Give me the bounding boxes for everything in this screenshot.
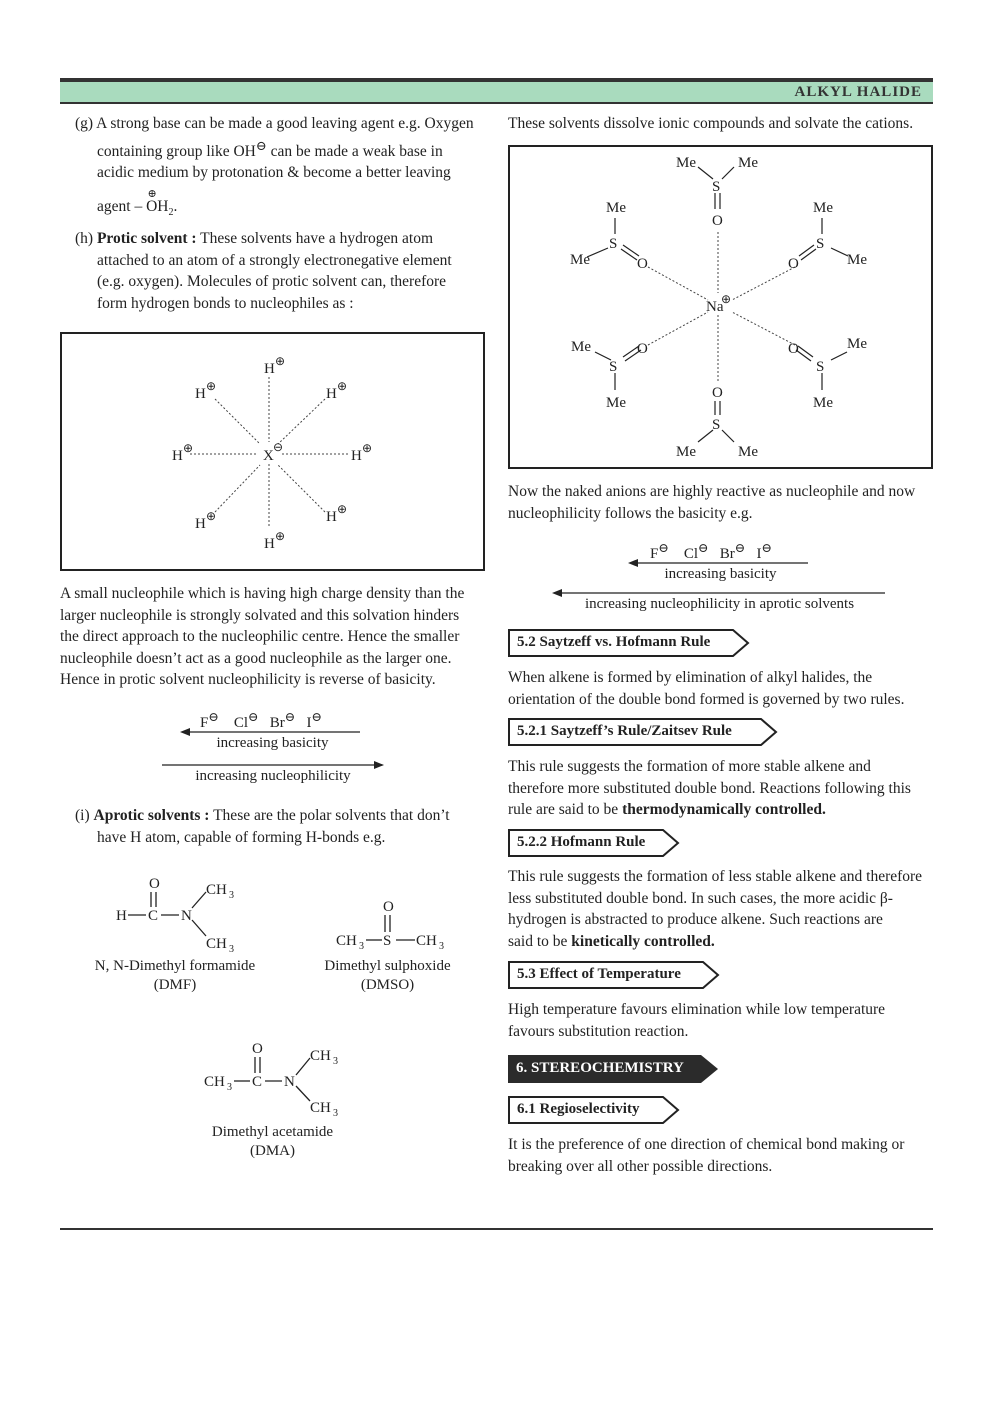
svg-text:C: C — [252, 1074, 263, 1090]
section-5-3-heading: 5.3 Effect of Temperature — [508, 961, 720, 989]
h-atom: H — [326, 509, 337, 525]
svg-text:⊕: ⊕ — [206, 509, 217, 523]
section-5-2-1-heading: 5.2.1 Saytzeff’s Rule/Zaitsev Rule — [508, 718, 778, 746]
section-5-2-2-text: This rule suggests the formation of less stable alkene and therefore less substituted double bond. In such cases, the more acidic β- hydrogen is abstracted to produce alkene. Such reactions are said to be kinetically controlled. — [508, 868, 923, 950]
agent-line: agent ⊕ – $OH_2$. — [97, 188, 178, 219]
section-5-2-2-heading: 5.2.2 Hofmann Rule — [508, 829, 680, 857]
section-5-2-text: When alkene is formed by elimination of alkyl halides, the orientation of the double bond formed is governed by two rules. — [508, 669, 905, 708]
naked-anion-paragraph: Now the naked anions are highly reactive as nucleophile and now nucleophilicity follows the basicity e.g. — [508, 483, 916, 522]
basicity-label-2: increasing basicity — [664, 566, 777, 582]
svg-text:Me: Me — [606, 395, 626, 411]
sodium-ion: Na — [706, 299, 724, 315]
svg-text:Me: Me — [676, 444, 696, 460]
footer-rule — [60, 1228, 933, 1230]
svg-text:Me: Me — [571, 339, 591, 355]
svg-text:CH: CH — [336, 933, 357, 949]
dmf-label: N, N-Dimethyl formamide (DMF) — [94, 958, 256, 993]
h-atom: H — [195, 516, 206, 532]
protic-solvation-diagram — [60, 332, 485, 571]
svg-text:3: 3 — [333, 1056, 338, 1067]
dma-label: Dimethyl acetamide (DMA) — [211, 1124, 334, 1159]
nucleophilicity-label-2: increasing nucleophilicity in aprotic solvents — [584, 596, 855, 612]
svg-text:⊕: ⊕ — [337, 502, 348, 516]
svg-text:N: N — [181, 908, 192, 924]
nucleophilicity-label: increasing nucleophilicity — [195, 768, 351, 784]
svg-text:⊕: ⊕ — [275, 529, 286, 543]
dmso-label: Dimethyl sulphoxide (DMSO) — [324, 958, 451, 993]
chapter-title: ALKYL HALIDE — [794, 84, 922, 100]
section-6-1-heading: 6.1 Regioselectivity — [508, 1096, 680, 1124]
svg-text:Me: Me — [738, 444, 758, 460]
h-atom: H — [351, 448, 362, 464]
svg-text:CH: CH — [206, 936, 227, 952]
svg-text:⊕: ⊕ — [721, 292, 732, 306]
svg-text:O: O — [252, 1041, 263, 1057]
svg-text:Me: Me — [676, 155, 696, 171]
svg-text:3: 3 — [333, 1108, 338, 1119]
svg-text:3: 3 — [229, 890, 234, 901]
h-atom: H — [264, 361, 275, 377]
center-charge: ⊖ — [273, 440, 284, 454]
h-atom: H — [264, 536, 275, 552]
svg-text:O: O — [788, 341, 799, 357]
svg-text:Me: Me — [738, 155, 758, 171]
center-atom: X — [263, 448, 274, 464]
svg-text:Me: Me — [606, 200, 626, 216]
svg-text:O: O — [149, 876, 160, 892]
svg-text:S: S — [383, 933, 392, 949]
basicity-label: increasing basicity — [216, 735, 329, 751]
h-atom: H — [172, 448, 183, 464]
svg-text:⊕: ⊕ — [206, 379, 217, 393]
svg-text:S: S — [609, 236, 618, 252]
svg-text:O: O — [712, 213, 723, 229]
halide-series-protic: F⊖ Cl⊖ Br⊖ I⊖ — [200, 710, 322, 731]
cation-solvation-diagram — [508, 145, 933, 469]
svg-text:Me: Me — [847, 252, 867, 268]
svg-text:Me: Me — [570, 252, 590, 268]
svg-text:⊕: ⊕ — [337, 379, 348, 393]
section-5-2-heading: 5.2 Saytzeff vs. Hofmann Rule — [508, 629, 750, 657]
svg-text:S: S — [609, 359, 618, 375]
svg-text:O: O — [637, 341, 648, 357]
svg-text:N: N — [284, 1074, 295, 1090]
svg-text:S: S — [816, 359, 825, 375]
aprotic-intro: These solvents dissolve ionic compounds and solvate the cations. — [508, 115, 914, 132]
item-i: (i) Aprotic solvents : These are the polar solvents that don’t have H atom, capable of forming H-bonds e.g. — [75, 807, 450, 846]
svg-text:Me: Me — [813, 395, 833, 411]
svg-text:Me: Me — [847, 336, 867, 352]
section-5-2-1-text: This rule suggests the formation of more stable alkene and therefore more substituted double bond. Reactions following this rule are said to be thermodynamically controlled. — [508, 758, 911, 819]
solvation-paragraph: A small nucleophile which is having high charge density than the larger nucleophile is strongly solvated and this solvation hinders the direct approach to the nucleophilic centre. Hence the smaller nucleophile doesn’t act as a good nucleophile as the larger one. Hence in protic solvent nucleophilicity is reverse of basicity. — [60, 585, 465, 689]
item-g: (g) A strong base can be made a good leaving agent e.g. Oxygen containing group like OH⊖ can be made a weak base in acidic medium by protonation & become a better leaving — [75, 115, 474, 182]
svg-text:O: O — [712, 385, 723, 401]
svg-text:CH: CH — [416, 933, 437, 949]
section-6-1-text: It is the preference of one direction of chemical bond making or breaking over all other possible directions. — [508, 1136, 905, 1175]
svg-text:⊕: ⊕ — [183, 441, 194, 455]
svg-text:⊕: ⊕ — [275, 354, 286, 368]
h-atom: H — [326, 386, 337, 402]
svg-text:CH: CH — [206, 882, 227, 898]
svg-text:O: O — [383, 899, 394, 915]
h-atom: H — [195, 386, 206, 402]
svg-text:C: C — [148, 908, 159, 924]
svg-text:O: O — [637, 256, 648, 272]
svg-text:S: S — [712, 417, 721, 433]
svg-text:3: 3 — [229, 944, 234, 955]
svg-text:3: 3 — [439, 941, 444, 952]
svg-text:⊕: ⊕ — [362, 441, 373, 455]
svg-text:Me: Me — [813, 200, 833, 216]
halide-series-aprotic: F⊖ Cl⊖ Br⊖ I⊖ — [650, 541, 772, 562]
item-h: (h) Protic solvent : These solvents have a hydrogen atom attached to an atom of a strongly electronegative element (e.g. oxygen). Molecules of protic solvent can, therefore form hydrogen bonds to nucleophiles as : — [75, 230, 452, 312]
section-5-3-text: High temperature favours elimination while low temperature favours substitution reaction. — [508, 1001, 886, 1040]
svg-text:S: S — [816, 236, 825, 252]
dma-structure — [200, 1035, 350, 1125]
svg-text:O: O — [788, 256, 799, 272]
dmf-structure — [110, 870, 260, 960]
dmso-structure — [330, 893, 450, 953]
svg-text:3: 3 — [359, 941, 364, 952]
svg-text:3: 3 — [227, 1082, 232, 1093]
svg-text:CH: CH — [310, 1048, 331, 1064]
svg-text:S: S — [712, 179, 721, 195]
svg-text:CH: CH — [310, 1100, 331, 1116]
svg-text:CH: CH — [204, 1074, 225, 1090]
svg-text:H: H — [116, 908, 127, 924]
section-6-heading: 6. STEREOCHEMISTRY — [508, 1055, 718, 1083]
